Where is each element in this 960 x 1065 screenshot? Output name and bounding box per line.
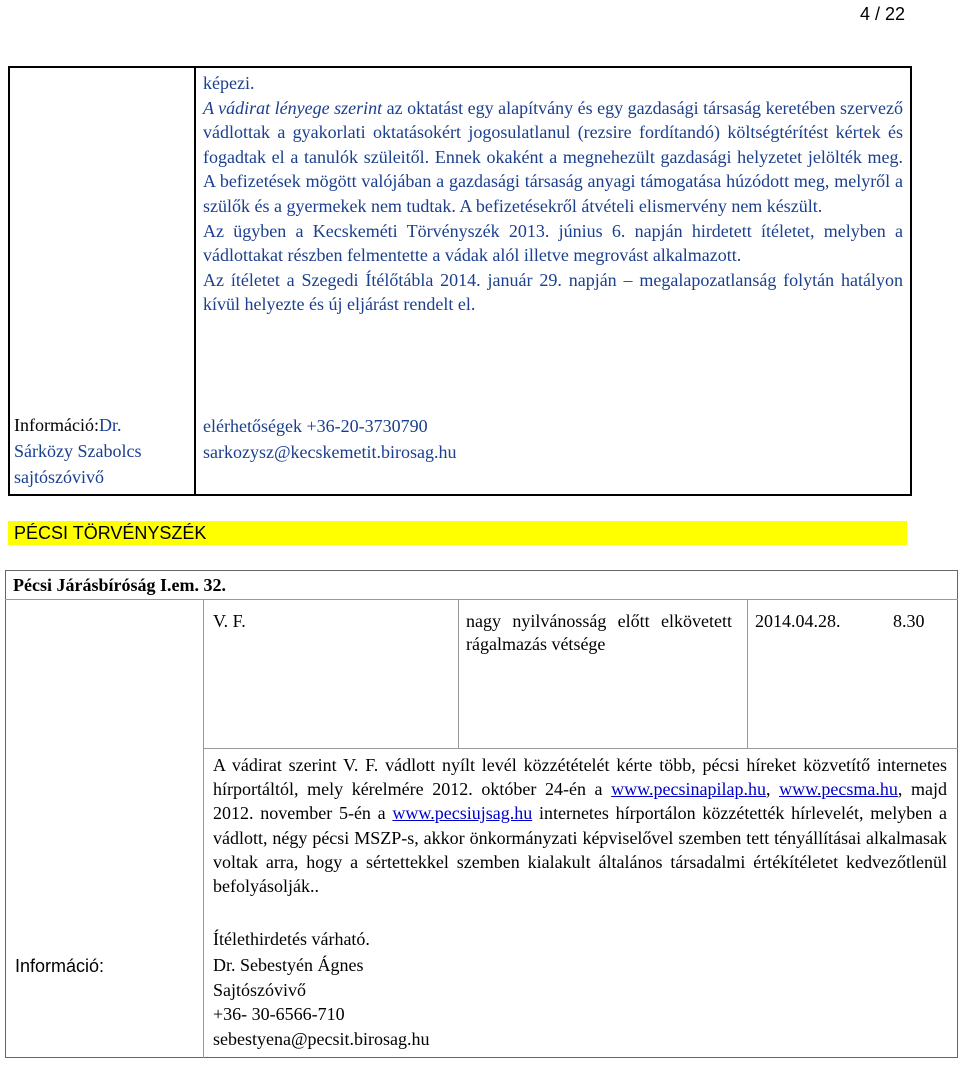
contact-phone: +36- 30-6566-710 [213,1004,345,1024]
case-summary [213,753,947,898]
contact-role: Sajtószóvivő [213,979,306,1000]
info-role: sajtószóvivő [14,467,104,487]
press-info-block [14,412,190,490]
contact-name: Dr. Sebestyén Ágnes [213,955,364,975]
summary-part-4: internetes hírportálon közzétették hírlevelét, melyben a vádlott, négy pécsi MSZP-s, akkor önkormányzati képviselővel szemben tett tényállításai alkalmasak voltak arra, hogy a sértettekkel szemben kialakult általános társadalmi értékítéletet kedvezőtlenül befolyásolják.. [213,803,947,897]
column-separator [458,599,459,748]
case-description [203,71,903,317]
column-separator [203,599,204,1058]
press-contact-pecs [213,953,430,1051]
info-label-pecs: Információ: [15,956,105,976]
column-separator [747,599,748,748]
hearing-time: 8.30 [893,611,925,631]
summary-part-3: , majd 2012. november 5-én a [213,779,947,824]
row-separator [5,599,958,600]
defendant-initials: V. F. [213,611,246,631]
hearing-room-title: Pécsi Járásbíróság I.em. 32. [13,575,226,595]
paragraph-indictment [203,96,903,219]
info-name: Sárközy Szabolcs [14,441,142,461]
indictment-text: az oktatást egy alapítvány és egy gazdasági társaság keretében szervező vádlottak a gyakorlati oktatásokért jogosulatlanul (rezsire fordítandó) költségtérítést kértek és fogadtak el a tanulók szüleitől. Ennek okaként a megnehezült gazdasági helyzetet jelölték meg. A befizetések mögött valójában a gazdasági társaság anyagi támogatása húzódott meg, melyről a szülők és a gyermekek nem tudtak. A befizetésekről átvételi elismervény nem készült. [203,97,903,216]
summary-part-1: A vádirat szerint V. F. vádlott nyílt levél közzétételét kérte több, pécsi híreket közvetítő internetes hírportáltól, mely kérelmére 2012. október 24-én a [213,755,947,800]
link-pecsinapilap[interactable]: www.pecsinapilap.hu [611,779,766,800]
hearing-date: 2014.04.28. [755,611,841,631]
verdict-note: Ítélethirdetés várható. [213,929,370,949]
indictment-lead: A vádirat lényege szerint [203,97,383,118]
paragraph-intro: képezi. [203,73,255,93]
link-pecsiujsag[interactable]: www.pecsiujsag.hu [392,803,533,824]
row-separator [203,748,958,749]
court-heading: PÉCSI TÖRVÉNYSZÉK [14,523,207,543]
table-divider [194,66,196,496]
info-label: Információ: [14,415,99,435]
paragraph-appeal: Az ítéletet a Szegedi Ítélőtábla 2014. január 29. napján – megalapozatlanság folytán hatályon kívül helyezte és új eljárást rendelt el. [203,269,903,315]
summary-part-2: , [765,779,780,800]
info-name-prefix: Dr. [98,415,122,435]
contact-email[interactable]: sebestyena@pecsit.birosag.hu [213,1028,430,1049]
charge-text: nagy nyilvánosság előtt elkövetett rágalmazás vétsége [466,611,732,654]
contact-email[interactable]: sarkozysz@kecskemetit.birosag.hu [203,442,457,462]
page-number: 4 / 22 [859,4,905,24]
contact-block [203,413,903,465]
contact-phone: elérhetőségek +36-20-3730790 [203,416,428,436]
paragraph-first-instance: Az ügyben a Kecskeméti Törvényszék 2013. június 6. napján hirdetett ítéletet, melyben a vádlottakat részben felmentette a vádak alól illetve megrovást alkalmazott. [203,220,903,266]
link-pecsma[interactable]: www.pecsma.hu [779,779,898,800]
